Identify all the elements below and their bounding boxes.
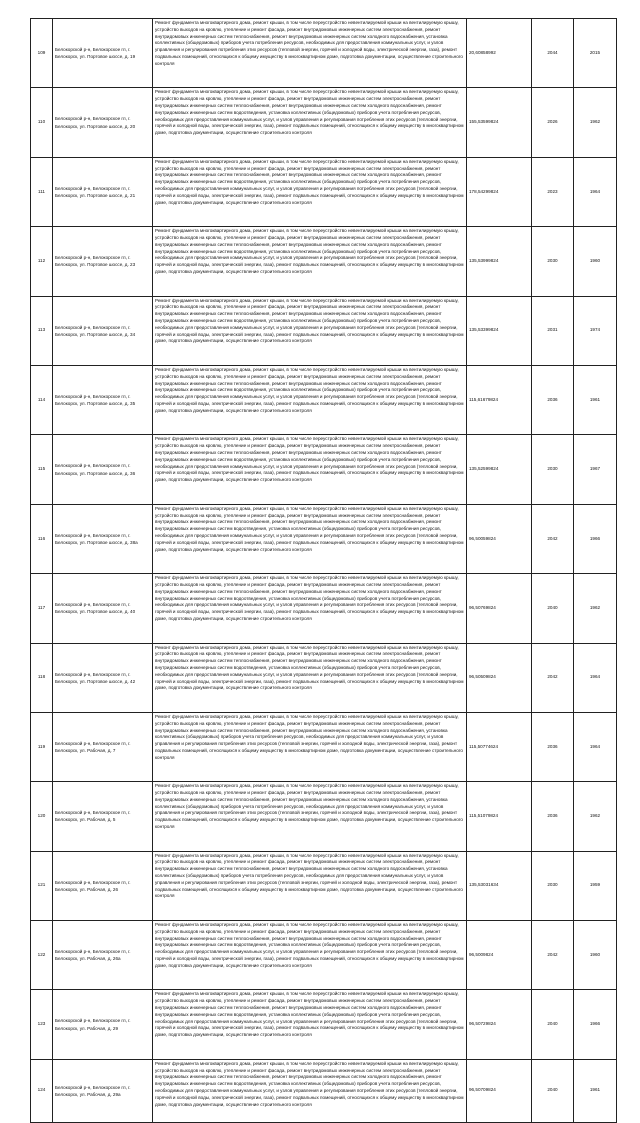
planned-year-cell: 2031 [532,296,574,365]
planned-year-cell: 2036 [532,365,574,434]
document-sheet [30,18,616,1123]
table-row [31,365,617,434]
build-year-cell: 1966 [574,504,617,573]
build-year-cell: 1960 [574,921,617,990]
works-list-cell: Ремонт фундамента многоквартирного дома, ремонт крыши, в том числе переустройство невентилируемой крыши на вентилируемую крышу, устройство выходов на кровлю, утепление и ремонт фасада, ремонт внутридомовых инженерных систем электроснабжения, ремонт внутридомовых инженерных систем теплоснабжения, ремонт внутридомовых инженерных систем холодного водоснабжения, ремонт внутридомовых инженерных систем водоотведения, установка коллективных (общедомовых) приборов учета потребления ресурсов, необходимых для предоставления коммунальных услуг, и узлов управления и регулирования потребления этих ресурсов (тепловой энергии, горячей и холодной воды, электрической энергии, газа), ремонт подвальных помещений, относящихся к общему имуществу в многоквартирном доме, подготовка документации, осуществление строительного контроля [153,365,467,434]
address-cell: Белокорской р-н, Белокорское гп, г. Белокорск, ул. Портовое шоссе, д. 19 [53,19,153,88]
planned-year-cell: 2030 [532,851,574,920]
row-number-cell: 109 [31,19,53,88]
table-row [31,157,617,226]
planned-year-cell: 2042 [532,504,574,573]
table-row [31,782,617,851]
works-list-cell: Ремонт фундамента многоквартирного дома, ремонт крыши, в том числе переустройство невентилируемой крыши на вентилируемую крышу, устройство выходов на кровлю, утепление и ремонт фасада, ремонт внутридомовых инженерных систем электроснабжения, ремонт внутридомовых инженерных систем теплоснабжения, ремонт внутридомовых инженерных систем холодного водоснабжения, ремонт внутридомовых инженерных систем водоотведения, установка коллективных (общедомовых) приборов учета потребления ресурсов, необходимых для предоставления коммунальных услуг, и узлов управления и регулирования потребления этих ресурсов (тепловой энергии, горячей и холодной воды, электрической энергии, газа), ремонт подвальных помещений, относящихся к общему имуществу в многоквартирном доме, подготовка документации, осуществление строительного контроля [153,1059,467,1122]
row-number-cell: 124 [31,1059,53,1122]
row-number-cell: 118 [31,643,53,712]
build-year-cell: 1964 [574,712,617,781]
cost-cell: 115,61679824 [467,365,532,434]
planned-year-cell: 2040 [532,1059,574,1122]
planned-year-cell: 2036 [532,712,574,781]
works-list-cell: Ремонт фундамента многоквартирного дома, ремонт крыши, в том числе переустройство невентилируемой крыши на вентилируемую крышу, устройство выходов на кровлю, утепление и ремонт фасада, ремонт внутридомовых инженерных систем электроснабжения, ремонт внутридомовых инженерных систем теплоснабжения, ремонт внутридомовых инженерных систем холодного водоснабжения, ремонт внутридомовых инженерных систем водоотведения, установка коллективных (общедомовых) приборов учета потребления ресурсов, необходимых для предоставления коммунальных услуг, и узлов управления и регулирования потребления этих ресурсов (тепловой энергии, горячей и холодной воды, электрической энергии, газа), ремонт подвальных помещений, относящихся к общему имуществу в многоквартирном доме, подготовка документации, осуществление строительного контроля [153,435,467,504]
works-list-cell: Ремонт фундамента многоквартирного дома, ремонт крыши, в том числе переустройство невентилируемой крыши на вентилируемую крышу, устройство выходов на кровлю, утепление и ремонт фасада, ремонт внутридомовых инженерных систем электроснабжения, ремонт внутридомовых инженерных систем теплоснабжения, ремонт внутридомовых инженерных систем холодного водоснабжения, ремонт внутридомовых инженерных систем водоотведения, установка коллективных (общедомовых) приборов учета потребления ресурсов, необходимых для предоставления коммунальных услуг, и узлов управления и регулирования потребления этих ресурсов (тепловой энергии, горячей и холодной воды, электрической энергии, газа), ремонт подвальных помещений, относящихся к общему имуществу в многоквартирном доме, подготовка документации, осуществление строительного контроля [153,157,467,226]
address-cell: Белокорской р-н, Белокорское гп, г. Белокорск, ул. Рабочая, д. 5 [53,782,153,851]
planned-year-cell: 2040 [532,990,574,1059]
table-row [31,851,617,920]
table-body [31,19,617,1123]
row-number-cell: 119 [31,712,53,781]
table-row [31,990,617,1059]
row-number-cell: 116 [31,504,53,573]
table-row [31,921,617,990]
cost-cell: 96,50709824 [467,1059,532,1122]
planned-year-cell: 2044 [532,19,574,88]
works-list-cell: Ремонт фундамента многоквартирного дома, ремонт крыши, в том числе переустройство невентилируемой крыши на вентилируемую крышу, устройство выходов на кровлю, утепление и ремонт фасада, ремонт внутридомовых инженерных систем электроснабжения, ремонт внутридомовых инженерных систем теплоснабжения, ремонт внутридомовых инженерных систем холодного водоснабжения, установка коллективных (общедомовых) приборов учета потребления ресурсов, необходимых для предоставления коммунальных услуг, и узлов управления и регулирования потребления этих ресурсов (тепловой энергии, горячей и холодной воды, электрической энергии, газа), ремонт подвальных помещений, относящихся к общему имуществу в многоквартирном доме, подготовка документации, осуществление строительного контроля [153,712,467,781]
row-number-cell: 120 [31,782,53,851]
works-list-cell: Ремонт фундамента многоквартирного дома, ремонт крыши, в том числе переустройство невентилируемой крыши на вентилируемую крышу, устройство выходов на кровлю, утепление и ремонт фасада, ремонт внутридомовых инженерных систем электроснабжения, ремонт внутридомовых инженерных систем теплоснабжения, ремонт внутридомовых инженерных систем холодного водоснабжения, ремонт внутридомовых инженерных систем водоотведения, установка коллективных (общедомовых) приборов учета потребления ресурсов, необходимых для предоставления коммунальных услуг, и узлов управления и регулирования потребления этих ресурсов (тепловой энергии, горячей и холодной воды, электрической энергии, газа), ремонт подвальных помещений, относящихся к общему имуществу в многоквартирном доме, подготовка документации, осуществление строительного контроля [153,296,467,365]
cost-cell: 135,53399824 [467,296,532,365]
planned-year-cell: 2040 [532,574,574,643]
row-number-cell: 114 [31,365,53,434]
build-year-cell: 1974 [574,296,617,365]
cost-cell: 135,53031634 [467,851,532,920]
cost-cell: 96,50509824 [467,643,532,712]
row-number-cell: 122 [31,921,53,990]
cost-cell: 115,51079824 [467,782,532,851]
cost-cell: 20,60858992 [467,19,532,88]
table-row [31,296,617,365]
build-year-cell: 1967 [574,435,617,504]
works-list-cell: Ремонт фундамента многоквартирного дома, ремонт крыши, в том числе переустройство невентилируемой крыши на вентилируемую крышу, устройство выходов на кровлю, утепление и ремонт фасада, ремонт внутридомовых инженерных систем электроснабжения, ремонт внутридомовых инженерных систем теплоснабжения, ремонт внутридомовых инженерных систем холодного водоснабжения, ремонт внутридомовых инженерных систем водоотведения, установка коллективных (общедомовых) приборов учета потребления ресурсов, необходимых для предоставления коммунальных услуг, и узлов управления и регулирования потребления этих ресурсов (тепловой энергии, горячей и холодной воды, электрической энергии, газа), ремонт подвальных помещений, относящихся к общему имуществу в многоквартирном доме, подготовка документации, осуществление строительного контроля [153,227,467,296]
address-cell: Белокорской р-н, Белокорское гп, г. Белокорск, ул. Портовое шоссе, д. 38а [53,504,153,573]
works-list-cell: Ремонт фундамента многоквартирного дома, ремонт крыши, в том числе переустройство невентилируемой крыши на вентилируемую крышу, устройство выходов на кровлю, утепление и ремонт фасада, ремонт внутридомовых инженерных систем электроснабжения, ремонт внутридомовых инженерных систем теплоснабжения, ремонт внутридомовых инженерных систем холодного водоснабжения, установка коллективных (общедомовых) приборов учета потребления ресурсов, необходимых для предоставления коммунальных услуг, и узлов управления и регулирования потребления этих ресурсов (тепловой энергии, горячей и холодной воды, электрической энергии, газа), ремонт подвальных помещений, относящихся к общему имуществу в многоквартирном доме, подготовка документации, осуществление строительного контроля [153,19,467,88]
works-list-cell: Ремонт фундамента многоквартирного дома, ремонт крыши, в том числе переустройство невентилируемой крыши на вентилируемую крышу, устройство выходов на кровлю, утепление и ремонт фасада, ремонт внутридомовых инженерных систем электроснабжения, ремонт внутридомовых инженерных систем теплоснабжения, ремонт внутридомовых инженерных систем холодного водоснабжения, ремонт внутридомовых инженерных систем водоотведения, установка коллективных (общедомовых) приборов учета потребления ресурсов, необходимых для предоставления коммунальных услуг, и узлов управления и регулирования потребления этих ресурсов (тепловой энергии, горячей и холодной воды, электрической энергии, газа), ремонт подвальных помещений, относящихся к общему имуществу в многоквартирном доме, подготовка документации, осуществление строительного контроля [153,990,467,1059]
planned-year-cell: 2026 [532,88,574,157]
address-cell: Белокорской р-н, Белокорское гп, г. Белокорск, ул. Портовое шоссе, д. 35 [53,365,153,434]
address-cell: Белокорской р-н, Белокорское гп, г. Белокорск, ул. Рабочая, д. 29а [53,1059,153,1122]
build-year-cell: 1960 [574,227,617,296]
cost-cell: 96,50769824 [467,574,532,643]
table-row [31,19,617,88]
table-row [31,574,617,643]
planned-year-cell: 2036 [532,782,574,851]
cost-cell: 96,50729824 [467,990,532,1059]
table-row [31,227,617,296]
repair-program-table [30,18,617,1123]
row-number-cell: 113 [31,296,53,365]
address-cell: Белокорской р-н, Белокорское гп, г. Белокорск, ул. Рабочая, д. 26 [53,851,153,920]
row-number-cell: 123 [31,990,53,1059]
row-number-cell: 115 [31,435,53,504]
planned-year-cell: 2042 [532,643,574,712]
address-cell: Белокорской р-н, Белокорское гп, г. Белокорск, ул. Рабочая, д. 26а [53,921,153,990]
cost-cell: 155,53599824 [467,88,532,157]
build-year-cell: 1966 [574,990,617,1059]
address-cell: Белокорской р-н, Белокорское гп, г. Белокорск, ул. Портовое шоссе, д. 42 [53,643,153,712]
build-year-cell: 1959 [574,851,617,920]
table-row [31,88,617,157]
address-cell: Белокорской р-н, Белокорское гп, г. Белокорск, ул. Портовое шоссе, д. 36 [53,435,153,504]
address-cell: Белокорской р-н, Белокорское гп, г. Белокорск, ул. Рабочая, д. 7 [53,712,153,781]
build-year-cell: 1961 [574,365,617,434]
row-number-cell: 111 [31,157,53,226]
table-row [31,435,617,504]
planned-year-cell: 2042 [532,921,574,990]
build-year-cell: 1961 [574,1059,617,1122]
build-year-cell: 1962 [574,574,617,643]
works-list-cell: Ремонт фундамента многоквартирного дома, ремонт крыши, в том числе переустройство невентилируемой крыши на вентилируемую крышу, устройство выходов на кровлю, утепление и ремонт фасада, ремонт внутридомовых инженерных систем электроснабжения, ремонт внутридомовых инженерных систем теплоснабжения, ремонт внутридомовых инженерных систем холодного водоснабжения, ремонт внутридомовых инженерных систем водоотведения, установка коллективных (общедомовых) приборов учета потребления ресурсов, необходимых для предоставления коммунальных услуг, и узлов управления и регулирования потребления этих ресурсов (тепловой энергии, горячей и холодной воды, электрической энергии, газа), ремонт подвальных помещений, относящихся к общему имуществу в многоквартирном доме, подготовка документации, осуществление строительного контроля [153,574,467,643]
cost-cell: 178,54299824 [467,157,532,226]
cost-cell: 135,53999824 [467,227,532,296]
address-cell: Белокорской р-н, Белокорское гп, г. Белокорск, ул. Портовое шоссе, д. 34 [53,296,153,365]
address-cell: Белокорской р-н, Белокорское гп, г. Белокорск, ул. Портовое шоссе, д. 20 [53,88,153,157]
cost-cell: 96,5009824 [467,921,532,990]
address-cell: Белокорской р-н, Белокорское гп, г. Белокорск, ул. Портовое шоссе, д. 40 [53,574,153,643]
works-list-cell: Ремонт фундамента многоквартирного дома, ремонт крыши, в том числе переустройство невентилируемой крыши на вентилируемую крышу, устройство выходов на кровлю, утепление и ремонт фасада, ремонт внутридомовых инженерных систем электроснабжения, ремонт внутридомовых инженерных систем теплоснабжения, ремонт внутридомовых инженерных систем холодного водоснабжения, установка коллективных (общедомовых) приборов учета потребления ресурсов, необходимых для предоставления коммунальных услуг, и узлов управления и регулирования потребления этих ресурсов (тепловой энергии, горячей и холодной воды, электрической энергии, газа), ремонт подвальных помещений, относящихся к общему имуществу в многоквартирном доме, подготовка документации, осуществление строительного контроля [153,782,467,851]
build-year-cell: 1964 [574,157,617,226]
build-year-cell: 1962 [574,782,617,851]
planned-year-cell: 2030 [532,227,574,296]
row-number-cell: 112 [31,227,53,296]
cost-cell: 96,50059824 [467,504,532,573]
build-year-cell: 2015 [574,19,617,88]
build-year-cell: 1962 [574,88,617,157]
works-list-cell: Ремонт фундамента многоквартирного дома, ремонт крыши, в том числе переустройство невентилируемой крыши на вентилируемую крышу, устройство выходов на кровлю, утепление и ремонт фасада, ремонт внутридомовых инженерных систем электроснабжения, ремонт внутридомовых инженерных систем теплоснабжения, ремонт внутридомовых инженерных систем холодного водоснабжения, ремонт внутридомовых инженерных систем водоотведения, установка коллективных (общедомовых) приборов учета потребления ресурсов, необходимых для предоставления коммунальных услуг, и узлов управления и регулирования потребления этих ресурсов (тепловой энергии, горячей и холодной воды, электрической энергии, газа), ремонт подвальных помещений, относящихся к общему имуществу в многоквартирном доме, подготовка документации, осуществление строительного контроля [153,643,467,712]
address-cell: Белокорской р-н, Белокорское гп, г. Белокорск, ул. Портовое шоссе, д. 23 [53,227,153,296]
table-row [31,643,617,712]
table-row [31,712,617,781]
build-year-cell: 1964 [574,643,617,712]
row-number-cell: 121 [31,851,53,920]
address-cell: Белокорской р-н, Белокорское гп, г. Белокорск, ул. Рабочая, д. 29 [53,990,153,1059]
table-row [31,504,617,573]
planned-year-cell: 2030 [532,435,574,504]
planned-year-cell: 2023 [532,157,574,226]
works-list-cell: Ремонт фундамента многоквартирного дома, ремонт крыши, в том числе переустройство невентилируемой крыши на вентилируемую крышу, устройство выходов на кровлю, утепление и ремонт фасада, ремонт внутридомовых инженерных систем электроснабжения, ремонт внутридомовых инженерных систем теплоснабжения, ремонт внутридомовых инженерных систем холодного водоснабжения, установка коллективных (общедомовых) приборов учета потребления ресурсов, необходимых для предоставления коммунальных услуг, и узлов управления и регулирования потребления этих ресурсов (тепловой энергии, горячей и холодной воды, электрической энергии, газа), ремонт подвальных помещений, относящихся к общему имуществу в многоквартирном доме, подготовка документации, осуществление строительного контроля [153,851,467,920]
cost-cell: 115,50774624 [467,712,532,781]
works-list-cell: Ремонт фундамента многоквартирного дома, ремонт крыши, в том числе переустройство невентилируемой крыши на вентилируемую крышу, устройство выходов на кровлю, утепление и ремонт фасада, ремонт внутридомовых инженерных систем электроснабжения, ремонт внутридомовых инженерных систем теплоснабжения, ремонт внутридомовых инженерных систем холодного водоснабжения, ремонт внутридомовых инженерных систем водоотведения, установка коллективных (общедомовых) приборов учета потребления ресурсов, необходимых для предоставления коммунальных услуг, и узлов управления и регулирования потребления этих ресурсов (тепловой энергии, горячей и холодной воды, электрической энергии, газа), ремонт подвальных помещений, относящихся к общему имуществу в многоквартирном доме, подготовка документации, осуществление строительного контроля [153,88,467,157]
works-list-cell: Ремонт фундамента многоквартирного дома, ремонт крыши, в том числе переустройство невентилируемой крыши на вентилируемую крышу, устройство выходов на кровлю, утепление и ремонт фасада, ремонт внутридомовых инженерных систем электроснабжения, ремонт внутридомовых инженерных систем теплоснабжения, ремонт внутридомовых инженерных систем холодного водоснабжения, ремонт внутридомовых инженерных систем водоотведения, установка коллективных (общедомовых) приборов учета потребления ресурсов, необходимых для предоставления коммунальных услуг, и узлов управления и регулирования потребления этих ресурсов (тепловой энергии, горячей и холодной воды, электрической энергии, газа), ремонт подвальных помещений, относящихся к общему имуществу в многоквартирном доме, подготовка документации, осуществление строительного контроля [153,504,467,573]
works-list-cell: Ремонт фундамента многоквартирного дома, ремонт крыши, в том числе переустройство невентилируемой крыши на вентилируемую крышу, устройство выходов на кровлю, утепление и ремонт фасада, ремонт внутридомовых инженерных систем электроснабжения, ремонт внутридомовых инженерных систем теплоснабжения, ремонт внутридомовых инженерных систем холодного водоснабжения, ремонт внутридомовых инженерных систем водоотведения, установка коллективных (общедомовых) приборов учета потребления ресурсов, необходимых для предоставления коммунальных услуг, и узлов управления и регулирования потребления этих ресурсов (тепловой энергии, горячей и холодной воды, электрической энергии, газа), ремонт подвальных помещений, относящихся к общему имуществу в многоквартирном доме, подготовка документации, осуществление строительного контроля [153,921,467,990]
table-row [31,1059,617,1122]
address-cell: Белокорской р-н, Белокорское гп, г. Белокорск, ул. Портовое шоссе, д. 21 [53,157,153,226]
row-number-cell: 117 [31,574,53,643]
row-number-cell: 110 [31,88,53,157]
cost-cell: 135,52599824 [467,435,532,504]
